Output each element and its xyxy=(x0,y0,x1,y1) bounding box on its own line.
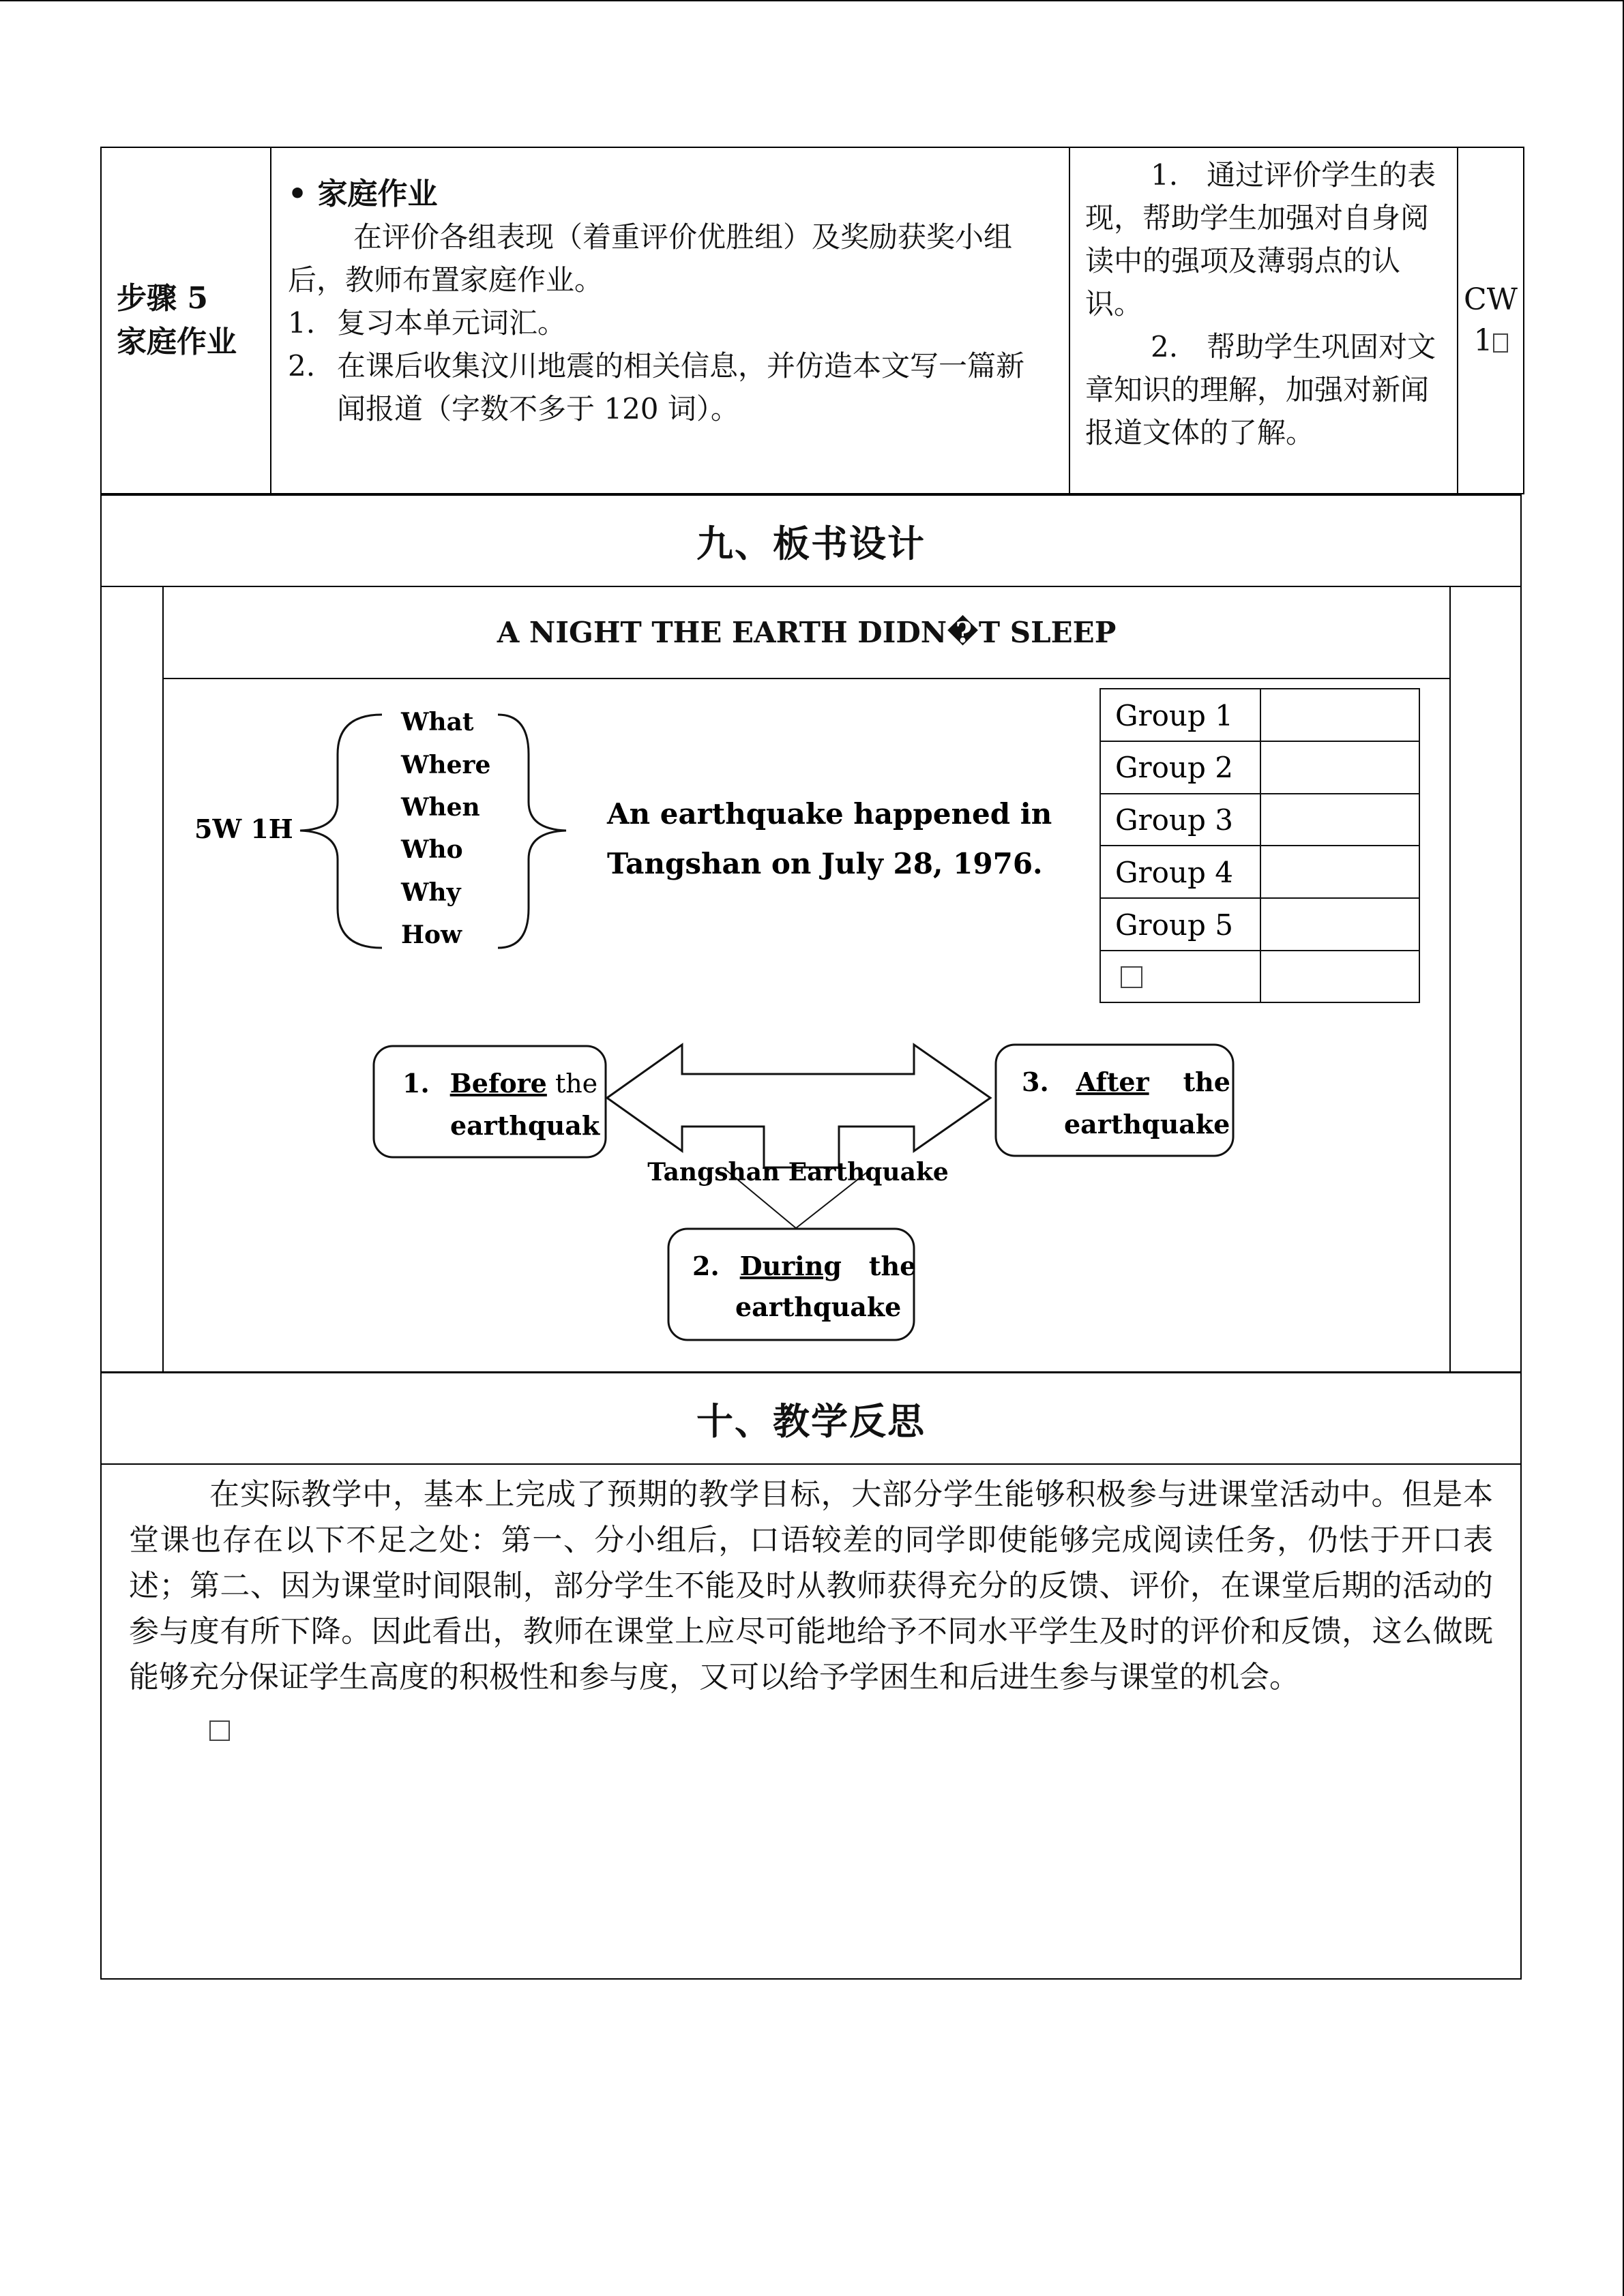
after-rest: the xyxy=(1183,1067,1230,1097)
reflection-cell xyxy=(100,1465,1522,1980)
after-box-line1 xyxy=(1022,1067,1230,1097)
purpose-2: 2. 帮助学生巩固对文章知识的理解，加强对新闻报道文体的了解。 xyxy=(1085,330,1436,449)
step5-purpose-cell xyxy=(1070,148,1458,493)
reflection-trailing xyxy=(129,1708,1493,1754)
board-title: A NIGHT THE EARTH DIDN�T SLEEP xyxy=(497,615,1117,649)
summary-line2: Tangshan on July 28, 1976. xyxy=(607,847,1043,880)
group-1-label: Group 1 xyxy=(1115,699,1233,732)
homework-intro: 在评价各组表现（着重评价优胜组）及奖励获奖小组后，教师布置家庭作业。 xyxy=(288,220,1013,297)
before-rest: the xyxy=(546,1069,598,1099)
left-brace xyxy=(300,715,382,948)
during-key: During xyxy=(739,1251,842,1281)
group-2-label: Group 2 xyxy=(1115,751,1233,784)
group-3-label: Group 3 xyxy=(1115,803,1233,837)
task-number: 2. xyxy=(288,349,316,383)
homework-title: • 家庭作业 xyxy=(288,177,438,211)
reflection-text: 在实际教学中，基本上完成了预期的教学目标，大部分学生能够积极参与进课堂活动中。但是本堂课也存在以下不足之处：第一、分小组后，口语较差的同学即使能够完成阅读任务，仍怯于开口表述；第二、因为课堂时间限制，部分学生不能及时从教师获得充分的反馈、评价，在课堂后期的活动的参与度有所下降。因此看出，教师在课堂上应尽可能地给予不同水平学生及时的评价和反馈，这么做既能够充分保证学生高度的积极性和参与度，又可以给予学困生和后进生参与课堂的机会。 xyxy=(129,1477,1493,1695)
before-box-line1 xyxy=(402,1068,597,1099)
group-4-label: Group 4 xyxy=(1115,856,1233,889)
purpose-1: 1. 通过评价学生的表现，帮助学生加强对自身阅读中的强项及薄弱点的认识。 xyxy=(1085,158,1436,320)
summary-line1: An earthquake happened in xyxy=(607,797,1052,831)
w-item-when: When xyxy=(401,793,480,822)
before-box-line2: earthquak xyxy=(450,1110,600,1141)
during-box-line1 xyxy=(692,1251,916,1281)
during-num: 2. xyxy=(692,1251,720,1281)
step5-table xyxy=(100,147,1524,494)
w-item-who: Who xyxy=(401,835,463,864)
double-arrow-shape xyxy=(607,1045,990,1167)
step5-label-line1: 步骤 5 xyxy=(117,281,208,316)
board-title-bar xyxy=(164,586,1449,679)
label-5w1h: 5W 1H xyxy=(194,814,293,844)
w-item-what: What xyxy=(401,708,474,736)
section9-title: 九、板书设计 xyxy=(696,521,926,565)
before-key: Before xyxy=(449,1068,547,1099)
w-item-why: Why xyxy=(401,878,461,907)
section10-title: 十、教学反思 xyxy=(696,1399,926,1443)
missing-glyph-icon xyxy=(1493,333,1508,353)
center-label: Tangshan Earthquake xyxy=(647,1158,949,1187)
homework-task-2 xyxy=(288,344,1042,430)
board-diagram xyxy=(164,679,1449,1371)
section10-header xyxy=(100,1372,1522,1465)
after-num: 3. xyxy=(1022,1067,1049,1097)
after-box-line2: earthquake xyxy=(1064,1109,1230,1139)
task-number: 1. xyxy=(288,306,316,340)
during-box xyxy=(668,1229,917,1340)
w-item-how: How xyxy=(401,921,462,949)
section9-header xyxy=(100,494,1522,587)
before-num: 1. xyxy=(402,1068,430,1099)
group-5-label: Group 5 xyxy=(1115,908,1233,942)
w-item-where: Where xyxy=(401,751,491,779)
step5-label-cell xyxy=(102,148,271,493)
after-key: After xyxy=(1076,1067,1149,1097)
code-number: 1 xyxy=(1473,323,1493,358)
page-top-border xyxy=(0,0,1624,1)
missing-glyph-icon xyxy=(209,1720,230,1741)
right-brace xyxy=(498,715,566,948)
group-score-table xyxy=(1100,689,1419,1002)
task-text: 在课后收集汶川地震的相关信息，并仿造本文写一篇新闻报道（字数不多于 120 词）。 xyxy=(337,349,1025,426)
during-rest: the xyxy=(868,1251,917,1281)
code-line2 xyxy=(1474,320,1508,361)
during-box-line2: earthquake xyxy=(735,1292,902,1322)
code-line1: CW xyxy=(1464,282,1518,317)
homework-task-1 xyxy=(288,301,1042,344)
task-text: 复习本单元词汇。 xyxy=(337,306,567,340)
missing-glyph-icon xyxy=(1121,967,1142,987)
step5-code-cell xyxy=(1458,148,1523,493)
step5-label-line2: 家庭作业 xyxy=(117,325,237,359)
step5-activity-cell xyxy=(271,148,1070,493)
